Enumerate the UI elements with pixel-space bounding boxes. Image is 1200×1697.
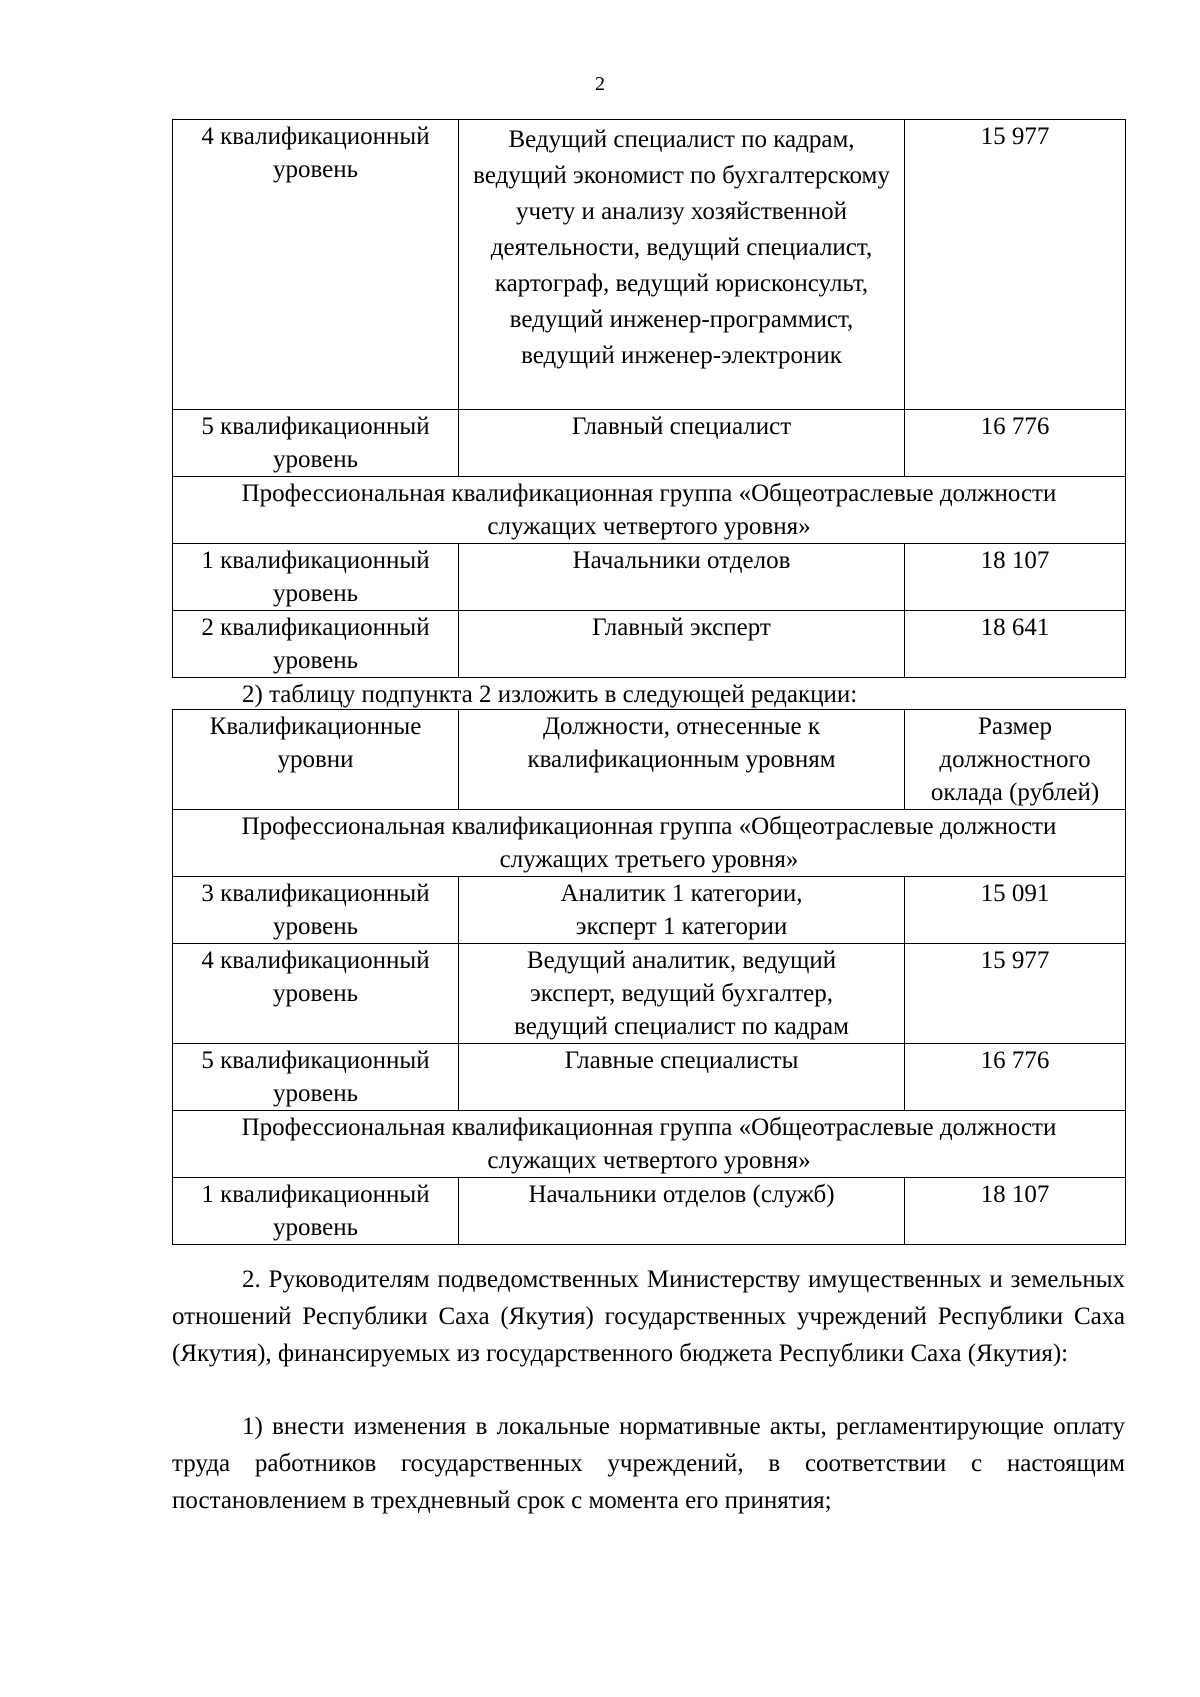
table-row bbox=[173, 120, 1126, 410]
group-header-text: Профессиональная квалификационная группа «Общеотраслевые должности служащих третьего уровня» bbox=[241, 813, 1057, 873]
salary-cell: 16 776 bbox=[905, 410, 1126, 477]
positions-text: Аналитик 1 категории, эксперт 1 категории bbox=[560, 880, 803, 940]
table-row bbox=[173, 410, 1126, 477]
positions-cell: Главный эксперт bbox=[459, 611, 905, 678]
group-header-cell bbox=[173, 810, 1126, 877]
table-row bbox=[173, 544, 1126, 611]
group-header-text: Профессиональная квалификационная группа «Общеотраслевые должности служащих четвертого уровня» bbox=[241, 480, 1057, 540]
paragraph-2 bbox=[172, 1261, 1125, 1372]
positions-cell: Главные специалисты bbox=[459, 1044, 905, 1111]
positions-cell bbox=[459, 120, 905, 410]
salary-cell: 18 107 bbox=[905, 1178, 1126, 1245]
group-header-cell bbox=[173, 477, 1126, 544]
level-cell: 1 квалификационный уровень bbox=[173, 544, 459, 611]
level-cell: 4 квалификационный уровень bbox=[173, 944, 459, 1044]
positions-cell: Начальники отделов (служб) bbox=[459, 1178, 905, 1245]
header-levels-text: Квалификационные уровни bbox=[209, 713, 422, 773]
header-salary-text: Размер должностного оклада (рублей) bbox=[930, 713, 1100, 806]
header-levels bbox=[173, 710, 459, 810]
paragraph-2-1 bbox=[172, 1408, 1125, 1519]
positions-cell: Начальники отделов bbox=[459, 544, 905, 611]
salary-cell: 18 107 bbox=[905, 544, 1126, 611]
level-cell: 3 квалификационный уровень bbox=[173, 877, 459, 944]
header-positions-text: Должности, отнесенные к квалификационным уровням bbox=[527, 713, 836, 773]
paragraph-2-1-text: 1) внести изменения в локальные нормативные акты, регламентирующие оплату труда работников государственных учреждений, в соответствии с настоящим постановлением в трехдневный срок с момента его принятия; bbox=[172, 1413, 1125, 1514]
group-header-row bbox=[173, 1111, 1126, 1178]
table-row bbox=[173, 1044, 1126, 1111]
table-row bbox=[173, 877, 1126, 944]
header-salary bbox=[905, 710, 1126, 810]
salary-cell: 16 776 bbox=[905, 1044, 1126, 1111]
table-header-row bbox=[173, 710, 1126, 810]
group-header-cell bbox=[173, 1111, 1126, 1178]
level-cell: 2 квалификационный уровень bbox=[173, 611, 459, 678]
table-row bbox=[173, 944, 1126, 1044]
group-header-text: Профессиональная квалификационная группа «Общеотраслевые должности служащих четвертого уровня» bbox=[241, 1114, 1057, 1174]
group-header-row bbox=[173, 477, 1126, 544]
level-cell: 5 квалификационный уровень bbox=[173, 410, 459, 477]
positions-text: Ведущий специалист по кадрам, ведущий экономист по бухгалтерскому учету и анализу хозяйственной деятельности, ведущий специалист, картограф, ведущий юрисконсульт, ведущий инженер-программист, ведущий инженер-электроник bbox=[473, 126, 890, 369]
positions-text: Ведущий аналитик, ведущий эксперт, ведущий бухгалтер, ведущий специалист по кадрам bbox=[514, 947, 849, 1040]
paragraph-2-text: 2. Руководителям подведомственных Министерству имущественных и земельных отношений Республики Саха (Якутия) государственных учреждений Республики Саха (Якутия), финансируемых из государственного бюджета Республики Саха (Якутия): bbox=[172, 1266, 1125, 1367]
salary-cell: 15 091 bbox=[905, 877, 1126, 944]
positions-cell bbox=[459, 944, 905, 1044]
table-row bbox=[173, 611, 1126, 678]
salary-cell: 15 977 bbox=[905, 120, 1126, 410]
level-cell: 4 квалификационный уровень bbox=[173, 120, 459, 410]
table-row bbox=[173, 1178, 1126, 1245]
level-cell: 5 квалификационный уровень bbox=[173, 1044, 459, 1111]
salary-cell: 15 977 bbox=[905, 944, 1126, 1044]
list-item-2: 2) таблицу подпункта 2 изложить в следующей редакции: bbox=[242, 681, 858, 708]
salary-cell: 18 641 bbox=[905, 611, 1126, 678]
salary-table-new bbox=[172, 709, 1126, 1245]
positions-cell: Главный специалист bbox=[459, 410, 905, 477]
group-header-row bbox=[173, 810, 1126, 877]
salary-table-continued bbox=[172, 119, 1126, 678]
level-cell: 1 квалификационный уровень bbox=[173, 1178, 459, 1245]
positions-cell bbox=[459, 877, 905, 944]
page-number: 2 bbox=[595, 73, 605, 95]
header-positions bbox=[459, 710, 905, 810]
